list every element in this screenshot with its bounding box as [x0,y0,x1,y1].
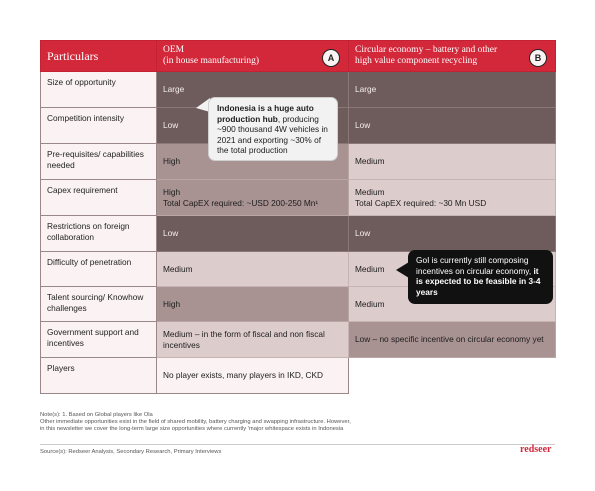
oem-government-support: Medium – in the form of fiscal and non fiscal incentives [157,322,349,358]
badge-a: A [322,49,340,67]
circular-size-of-opportunity: Large [349,72,556,108]
circular-government-support: Low – no specific incentive on circular economy yet [349,322,556,358]
circular-column-subtitle: high value component recycling [355,56,478,66]
row-label-players: Players [41,358,157,394]
indonesia-production-callout [208,97,338,161]
row-label-government-support: Government support and incentives [41,322,157,358]
table-row [41,180,556,216]
table-row [41,322,556,358]
oem-column-title: OEM [163,45,185,55]
oem-column-subtitle: (in house manufacturing) [163,56,260,66]
oem-competition-intensity: Low [157,108,349,144]
oem-capex-requirement [157,180,349,216]
row-label-size-of-opportunity: Size of opportunity [41,72,157,108]
row-label-talent-sourcing: Talent sourcing/ Knowhow challenges [41,287,157,322]
circular-economy-column-header [349,41,556,72]
circular-capex-level: Medium [355,186,385,197]
sources-text: Source(s): Redseer Analysis, Secondary Research, Primary Interviews [40,449,222,455]
circular-talent-sourcing: Medium [349,287,556,322]
footnotes [40,412,560,434]
callout-light-bold: Indonesia is a huge auto production hub [217,103,314,124]
oem-difficulty-of-penetration: Medium [157,252,349,287]
circular-players [349,358,556,394]
redseer-logo: redseer [520,444,552,455]
goi-incentive-callout [408,250,553,304]
row-label-competition-intensity: Competition intensity [41,108,157,144]
row-label-foreign-collaboration: Restrictions on foreign collaboration [41,216,157,252]
callout-dark-bold: it is expected to be feasible in 3-4 years [416,265,541,297]
badge-b: B [529,49,547,67]
oem-size-of-opportunity: Large [157,72,349,108]
particulars-header: Particulars [41,41,157,72]
circular-difficulty-of-penetration: Medium [349,252,556,287]
row-label-prerequisites: Pre-requisites/ capabilities needed [41,144,157,180]
oem-prerequisites: High [157,144,349,180]
circular-capex-amount: Total CapEX required: ~30 Mn USD [355,197,487,208]
oem-capex-level: High [163,186,181,197]
oem-column-header [157,41,349,72]
circular-column-title: Circular economy – battery and other [355,45,498,55]
table-row [41,216,556,252]
oem-talent-sourcing: High [157,287,349,322]
note-line-3: in this newsletter we cover the long-term large size opportunities where currently 'major whitespace exists in Indonesia [40,426,344,433]
comparison-table [40,40,556,394]
oem-players: No player exists, many players in IKD, CKD [157,358,349,394]
footer-divider [40,444,555,445]
circular-competition-intensity: Low [349,108,556,144]
row-label-capex-requirement: Capex requirement [41,180,157,216]
callout-dark-text: GoI is currently still composing incentives on circular economy, [416,255,534,276]
note-line-1: Note(s): 1. Based on Global players like Ola [40,412,153,418]
circular-prerequisites: Medium [349,144,556,180]
table-header-row [41,41,556,72]
table-row [41,358,556,394]
row-label-difficulty-of-penetration: Difficulty of penetration [41,252,157,287]
circular-capex-requirement [349,180,556,216]
note-line-2: Other immediate opportunities exist in the field of shared mobility, battery charging and swapping infrastructure. However, [40,419,351,426]
callout-light-text: , producing ~900 thousand 4W vehicles in 2021 and exporting ~30% of the total production [217,113,328,155]
oem-capex-amount: Total CapEX required: ~USD 200-250 Mn¹ [163,197,319,208]
circular-foreign-collaboration: Low [349,216,556,252]
oem-foreign-collaboration: Low [157,216,349,252]
